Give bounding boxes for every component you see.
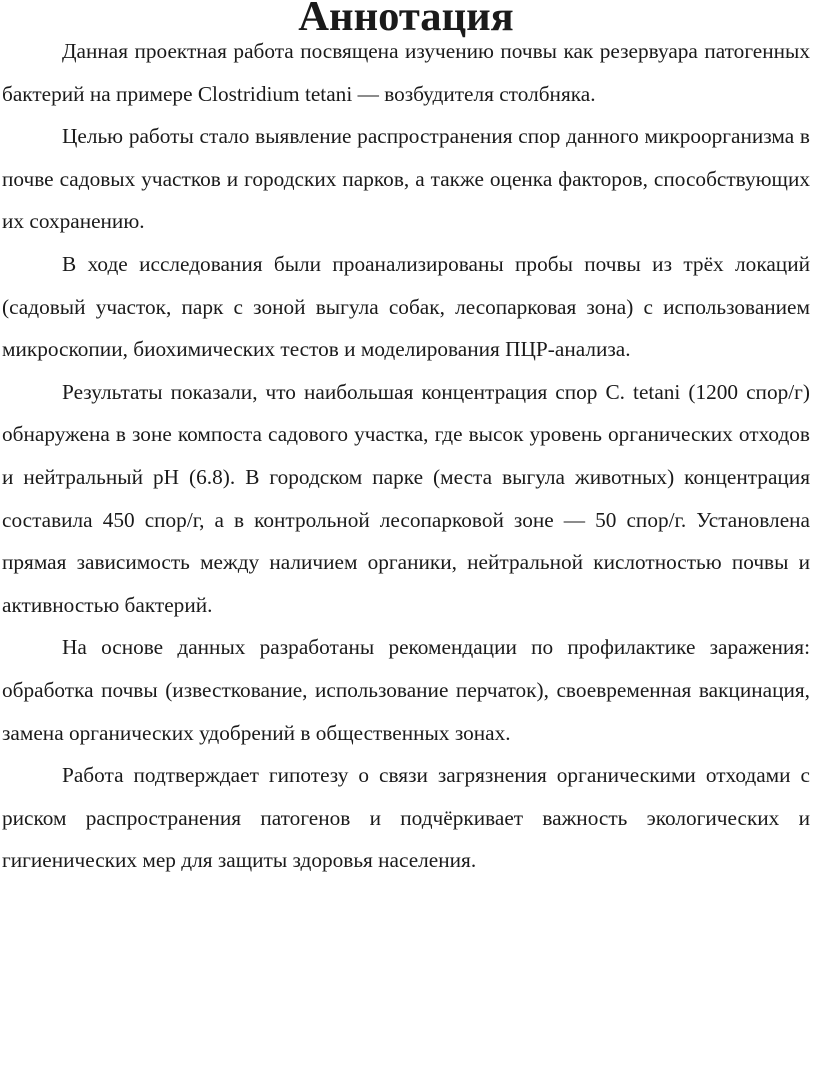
paragraph-goal: Целью работы стало выявление распространения спор данного микроорганизма в почве садовых участков и городских парков, а также оценка факторов, способствующих их сохранению. bbox=[2, 124, 810, 234]
paragraph-results: Результаты показали, что наибольшая концентрация спор C. tetani (1200 спор/г) обнаружена в зоне компоста садового участка, где высок уровень органических отходов и нейтральный pH (6.8). В городском парке (места выгула животных) концентрация составила 450 спор/г, а в контрольной лесопарковой зоне — 50 спор/г. Установлена прямая зависимость между наличием органики, нейтральной кислотностью почвы и активностью бактерий. bbox=[2, 379, 810, 617]
document-title: Аннотация bbox=[298, 0, 514, 40]
paragraph-methods: В ходе исследования были проанализированы пробы почвы из трёх локаций (садовый участок, парк с зоной выгула собак, лесопарковая зона) с использованием микроскопии, биохимических тестов и моделирования ПЦР-анализа. bbox=[2, 251, 810, 362]
paragraph-recommendations: На основе данных разработаны рекомендации по профилактике заражения: обработка почвы (известкование, использование перчаток), своевременная вакцинация, замена органических удобрений в общественных зонах. bbox=[2, 635, 810, 745]
paragraph-intro: Данная проектная работа посвящена изучению почвы как резервуара патогенных бактерий на примере Clostridium tetani — возбудителя столбняка. bbox=[2, 39, 810, 106]
paragraph-conclusion: Работа подтверждает гипотезу о связи загрязнения органическими отходами с риском распространения патогенов и подчёркивает важность экологических и гигиенических мер для защиты здоровья населения. bbox=[2, 763, 810, 873]
